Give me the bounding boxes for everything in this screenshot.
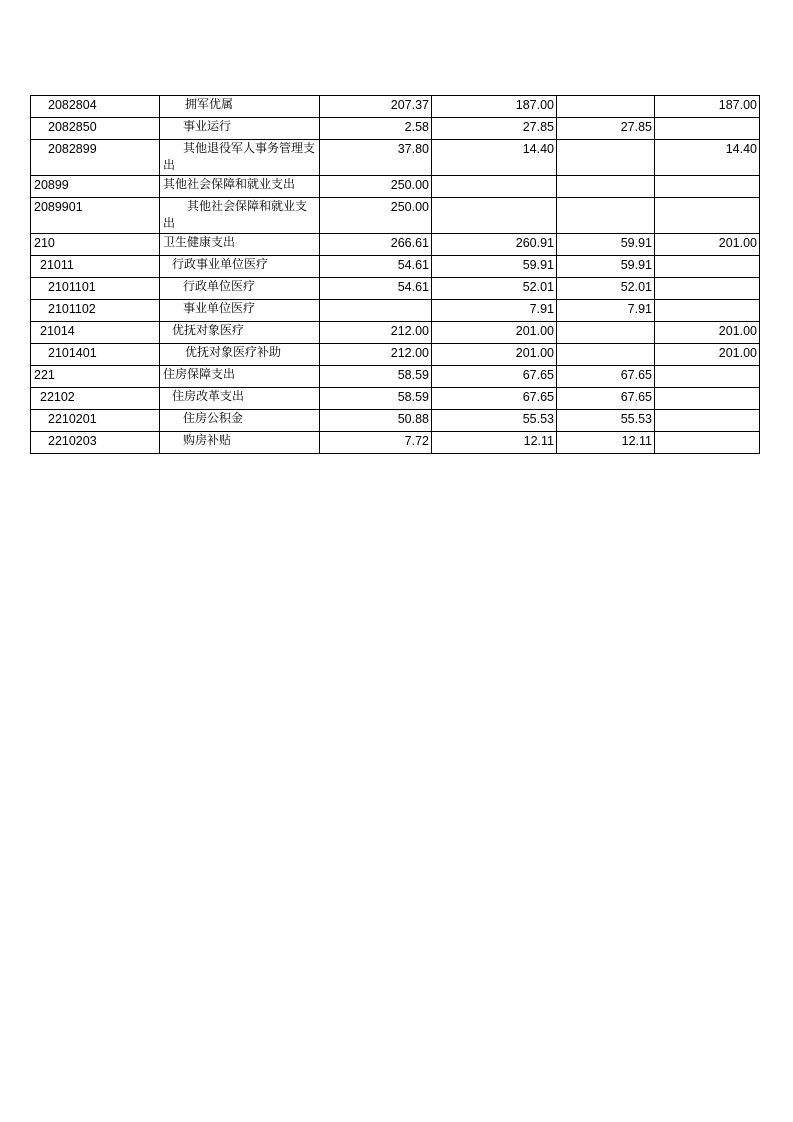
row-col2: 55.53: [432, 410, 557, 432]
row-col3: [557, 344, 655, 366]
row-col3: [557, 322, 655, 344]
row-col4: [655, 300, 760, 322]
row-col1: 37.80: [320, 140, 432, 176]
row-name: 其他社会保障和就业支出: [160, 176, 320, 198]
row-col4: 187.00: [655, 96, 760, 118]
table-row: [31, 118, 760, 140]
row-name: 住房改革支出: [160, 388, 320, 410]
row-name: 其他退役军人事务管理支出: [160, 140, 320, 176]
table-row: [31, 300, 760, 322]
row-col1: 54.61: [320, 256, 432, 278]
row-col2: [432, 198, 557, 234]
row-code: 2101101: [31, 278, 160, 300]
table-row: [31, 234, 760, 256]
row-name: 优抚对象医疗补助: [160, 344, 320, 366]
row-col1: 250.00: [320, 176, 432, 198]
row-name: 事业运行: [160, 118, 320, 140]
row-col1: 266.61: [320, 234, 432, 256]
table-row: [31, 140, 760, 176]
row-col1: 50.88: [320, 410, 432, 432]
row-col2: 14.40: [432, 140, 557, 176]
row-col3: 67.65: [557, 388, 655, 410]
row-code: 2101401: [31, 344, 160, 366]
row-code: 2089901: [31, 198, 160, 234]
row-col1: 7.72: [320, 432, 432, 454]
row-col1: 58.59: [320, 366, 432, 388]
row-col1: 58.59: [320, 388, 432, 410]
row-col4: [655, 278, 760, 300]
row-col2: 12.11: [432, 432, 557, 454]
row-name: 住房保障支出: [160, 366, 320, 388]
row-col3: [557, 176, 655, 198]
row-code: 221: [31, 366, 160, 388]
row-col4: 201.00: [655, 322, 760, 344]
expenditure-table: [30, 95, 760, 454]
table-row: [31, 96, 760, 118]
row-code: 2210203: [31, 432, 160, 454]
row-code: 2082804: [31, 96, 160, 118]
row-code: 2210201: [31, 410, 160, 432]
row-code: 2082899: [31, 140, 160, 176]
row-col2: [432, 176, 557, 198]
row-code: 2101102: [31, 300, 160, 322]
table-row: [31, 256, 760, 278]
row-code: 20899: [31, 176, 160, 198]
row-col3: 12.11: [557, 432, 655, 454]
row-col3: 67.65: [557, 366, 655, 388]
row-col2: 59.91: [432, 256, 557, 278]
row-name: 其他社会保障和就业支出: [160, 198, 320, 234]
row-col1: 207.37: [320, 96, 432, 118]
row-col2: 187.00: [432, 96, 557, 118]
row-code: 22102: [31, 388, 160, 410]
row-col3: [557, 96, 655, 118]
row-col2: 201.00: [432, 344, 557, 366]
row-col4: [655, 366, 760, 388]
row-name: 优抚对象医疗: [160, 322, 320, 344]
row-col3: 59.91: [557, 234, 655, 256]
row-col1: 54.61: [320, 278, 432, 300]
row-col4: [655, 256, 760, 278]
row-col4: [655, 432, 760, 454]
row-col3: 55.53: [557, 410, 655, 432]
row-name: 行政单位医疗: [160, 278, 320, 300]
row-col2: 67.65: [432, 366, 557, 388]
row-col4: 201.00: [655, 234, 760, 256]
table-row: [31, 410, 760, 432]
table-row: [31, 176, 760, 198]
row-col1: 212.00: [320, 344, 432, 366]
row-col4: 201.00: [655, 344, 760, 366]
row-col4: [655, 118, 760, 140]
row-name: 拥军优属: [160, 96, 320, 118]
row-name: 住房公积金: [160, 410, 320, 432]
table-row: [31, 198, 760, 234]
row-col3: 59.91: [557, 256, 655, 278]
row-col2: 260.91: [432, 234, 557, 256]
row-col4: [655, 388, 760, 410]
row-col1: 212.00: [320, 322, 432, 344]
row-col4: [655, 410, 760, 432]
row-col4: [655, 198, 760, 234]
row-code: 210: [31, 234, 160, 256]
row-col1: 2.58: [320, 118, 432, 140]
table-row: [31, 388, 760, 410]
row-col3: [557, 140, 655, 176]
row-name: 事业单位医疗: [160, 300, 320, 322]
row-code: 21014: [31, 322, 160, 344]
row-name: 购房补贴: [160, 432, 320, 454]
row-col2: 67.65: [432, 388, 557, 410]
row-code: 21011: [31, 256, 160, 278]
row-col3: 27.85: [557, 118, 655, 140]
table-row: [31, 432, 760, 454]
row-col3: 52.01: [557, 278, 655, 300]
row-col2: 27.85: [432, 118, 557, 140]
table-row: [31, 278, 760, 300]
row-code: 2082850: [31, 118, 160, 140]
table-row: [31, 322, 760, 344]
row-name: 行政事业单位医疗: [160, 256, 320, 278]
table-row: [31, 366, 760, 388]
row-name: 卫生健康支出: [160, 234, 320, 256]
row-col3: 7.91: [557, 300, 655, 322]
row-col2: 52.01: [432, 278, 557, 300]
row-col3: [557, 198, 655, 234]
row-col2: 7.91: [432, 300, 557, 322]
row-col4: [655, 176, 760, 198]
row-col1: 250.00: [320, 198, 432, 234]
table-row: [31, 344, 760, 366]
row-col1: [320, 300, 432, 322]
row-col2: 201.00: [432, 322, 557, 344]
row-col4: 14.40: [655, 140, 760, 176]
